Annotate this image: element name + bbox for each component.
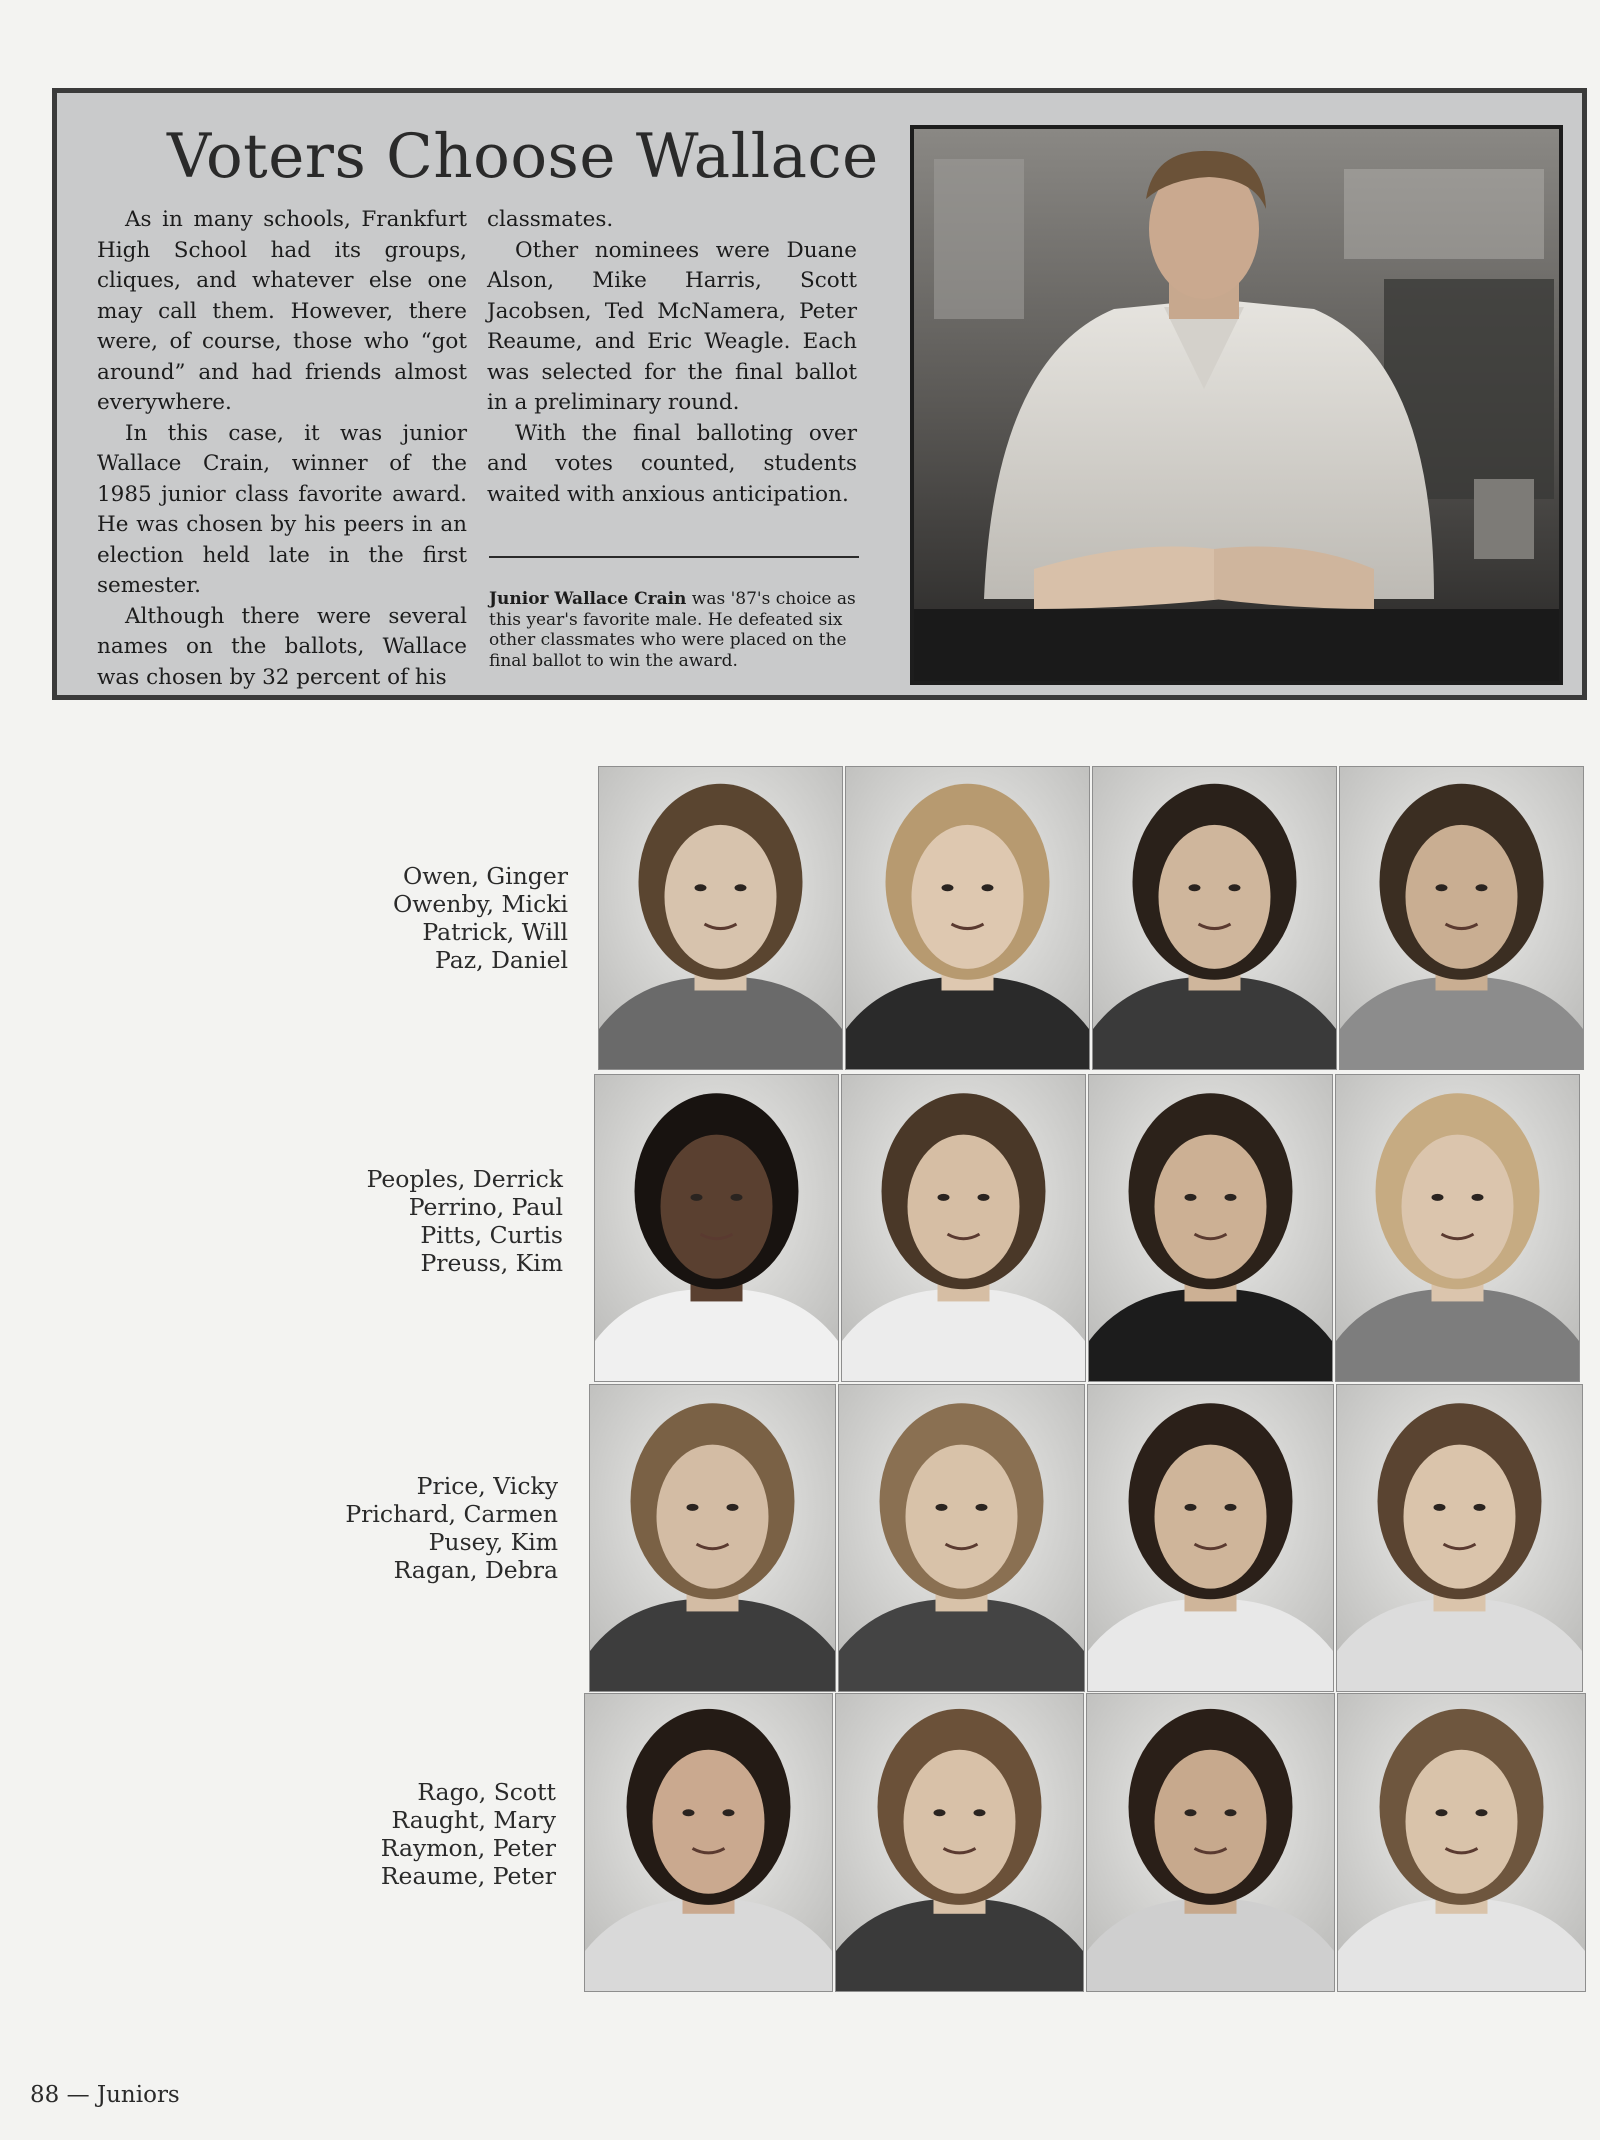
- portrait-illustration: [1089, 1075, 1332, 1381]
- portrait-illustration: [1338, 1694, 1585, 1991]
- student-portrait: [835, 1693, 1084, 1992]
- student-name: Pitts, Curtis: [420, 1221, 563, 1249]
- row-2-names: [300, 1165, 563, 1277]
- row-4-names: [300, 1778, 556, 1890]
- article-title: Voters Choose Wallace: [167, 121, 879, 192]
- student-name: Price, Vicky: [416, 1472, 558, 1500]
- caption-body: was '87's choice as this year's favorite male. He defeated six other classmates who were placed on the final ballot to win the award.: [489, 589, 856, 671]
- student-portrait: [1092, 766, 1337, 1070]
- student-portrait: [1335, 1074, 1580, 1382]
- student-name: Rago, Scott: [417, 1778, 556, 1806]
- student-name: Pusey, Kim: [428, 1528, 558, 1556]
- student-name: Paz, Daniel: [434, 946, 568, 974]
- student-portrait: [845, 766, 1090, 1070]
- student-portrait: [838, 1384, 1085, 1692]
- student-name: Raymon, Peter: [380, 1834, 556, 1862]
- student-name: Owen, Ginger: [403, 862, 568, 890]
- feature-article-box: [52, 88, 1587, 700]
- student-portrait: [1086, 1693, 1335, 1992]
- student-portrait: [1339, 766, 1584, 1070]
- row-1-names: [300, 862, 568, 974]
- student-portrait: [841, 1074, 1086, 1382]
- student-name: Reaume, Peter: [380, 1862, 556, 1890]
- portrait-illustration: [585, 1694, 832, 1991]
- portrait-illustration: [595, 1075, 838, 1381]
- student-portrait: [1088, 1074, 1333, 1382]
- portrait-illustration: [1087, 1694, 1334, 1991]
- article-paragraph: Although there were several names on the ballots, Wallace was chosen by 32 percent of his: [97, 603, 467, 690]
- article-column-2: [487, 205, 857, 510]
- student-portrait: [1337, 1693, 1586, 1992]
- student-name: Peoples, Derrick: [366, 1165, 563, 1193]
- article-column-1: [97, 205, 467, 693]
- student-name: Patrick, Will: [422, 918, 568, 946]
- feature-photo: [910, 125, 1563, 685]
- portrait-illustration: [1088, 1385, 1333, 1691]
- portrait-illustration: [1093, 767, 1336, 1069]
- student-name: Owenby, Micki: [392, 890, 568, 918]
- article-paragraph: As in many schools, Frankfurt High School had its groups, cliques, and whatever else one may call them. However, there were, of course, those who “got around” and had friends almost everywhere.: [97, 207, 467, 415]
- photo-caption: [489, 589, 859, 671]
- portrait-illustration: [1340, 767, 1583, 1069]
- row-3-names: [300, 1472, 558, 1584]
- portrait-illustration: [842, 1075, 1085, 1381]
- caption-lead: Junior Wallace Crain: [489, 589, 687, 609]
- student-portrait: [1087, 1384, 1334, 1692]
- page-footer: 88 — Juniors: [30, 2082, 180, 2108]
- portrait-illustration: [590, 1385, 835, 1691]
- student-name: Perrino, Paul: [408, 1193, 563, 1221]
- student-portrait: [598, 766, 843, 1070]
- student-portrait: [594, 1074, 839, 1382]
- article-paragraph: In this case, it was junior Wallace Crain, winner of the 1985 junior class favorite award. He was chosen by his peers in an election held late in the first semester.: [97, 420, 467, 598]
- portrait-illustration: [599, 767, 842, 1069]
- student-name: Raught, Mary: [391, 1806, 556, 1834]
- feature-photo-illustration: [914, 129, 1559, 681]
- article-paragraph: classmates.: [487, 207, 614, 232]
- portrait-illustration: [846, 767, 1089, 1069]
- student-portrait: [589, 1384, 836, 1692]
- portrait-illustration: [1337, 1385, 1582, 1691]
- portrait-illustration: [1336, 1075, 1579, 1381]
- portrait-illustration: [836, 1694, 1083, 1991]
- caption-divider: [489, 556, 859, 558]
- student-name: Ragan, Debra: [393, 1556, 558, 1584]
- student-portrait: [584, 1693, 833, 1992]
- article-paragraph: Other nominees were Duane Alson, Mike Harris, Scott Jacobsen, Ted McNamera, Peter Reaume, and Eric Weagle. Each was selected for the final ballot in a preliminary round.: [487, 237, 857, 415]
- student-name: Prichard, Carmen: [345, 1500, 558, 1528]
- article-paragraph: With the final balloting over and votes counted, students waited with anxious anticipation.: [487, 420, 857, 507]
- portrait-illustration: [839, 1385, 1084, 1691]
- student-portrait: [1336, 1384, 1583, 1692]
- student-name: Preuss, Kim: [420, 1249, 563, 1277]
